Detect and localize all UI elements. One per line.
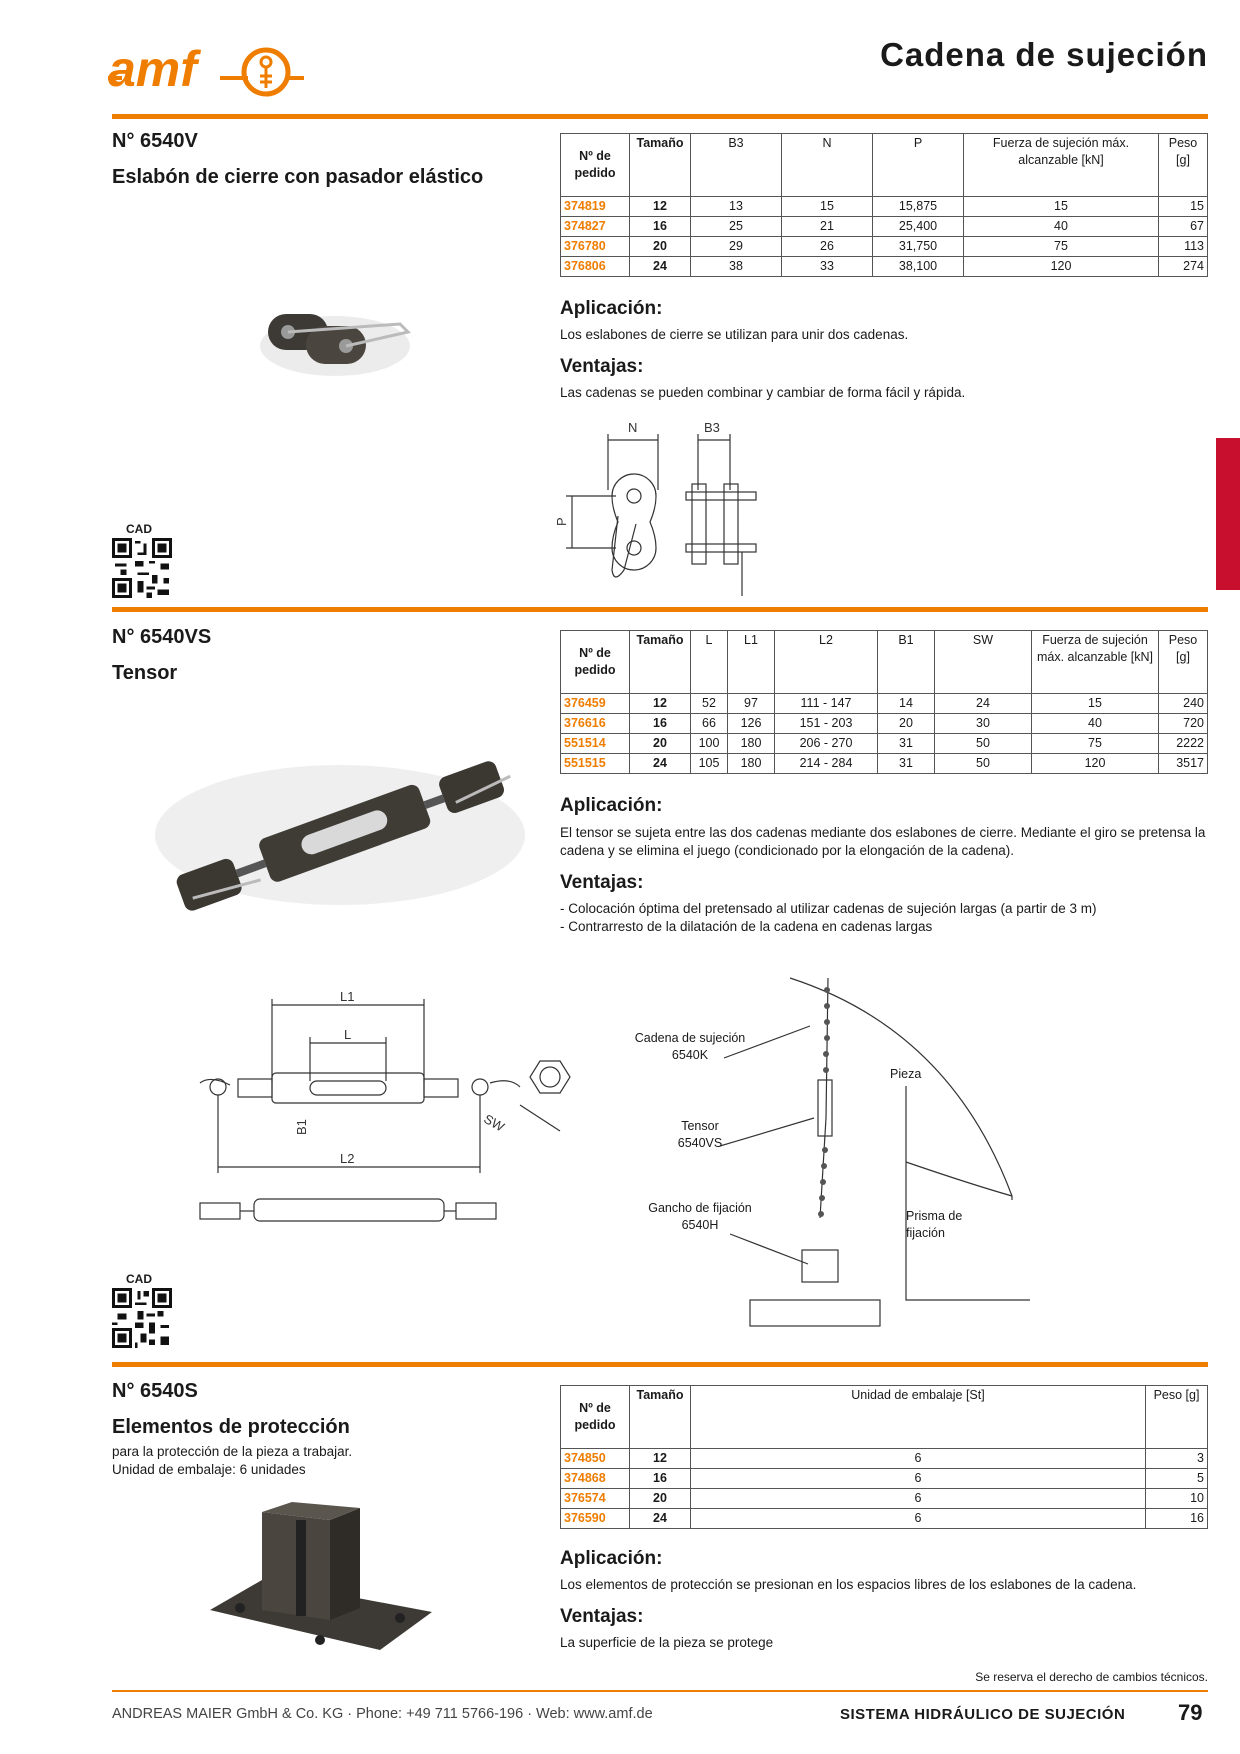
product-number: N° 6540S <box>112 1380 198 1402</box>
cell: 720 <box>1159 714 1208 734</box>
product-description: para la protección de la pieza a trabajar. <box>112 1444 353 1459</box>
cell: 38,100 <box>873 257 964 277</box>
order-number: 551515 <box>561 754 630 774</box>
col-header: Peso [g] <box>1159 631 1208 694</box>
col-header: L2 <box>775 631 878 694</box>
technical-drawing-closing-link <box>552 420 782 610</box>
table-row <box>561 734 1208 754</box>
col-header: Tamaño <box>630 134 691 197</box>
cell: 10 <box>1146 1489 1208 1509</box>
order-number: 551514 <box>561 734 630 754</box>
order-number: 376574 <box>561 1489 630 1509</box>
cell: 120 <box>1032 754 1159 774</box>
ventajas-text: La superficie de la pieza se protege <box>560 1635 774 1650</box>
ventajas-heading: Ventajas: <box>560 1606 644 1627</box>
col-header: Fuerza de sujeción máx. alcanzable [kN] <box>964 134 1159 197</box>
cell: 50 <box>935 734 1032 754</box>
col-header: Unidad de embalaje [St] <box>691 1386 1146 1449</box>
cell: 12 <box>630 694 691 714</box>
cell: 151 - 203 <box>775 714 878 734</box>
col-header: N <box>782 134 873 197</box>
col-header: Nº de pedido <box>561 1386 630 1449</box>
cell: 15 <box>1159 197 1208 217</box>
ventajas-heading: Ventajas: <box>560 356 644 377</box>
cell: 180 <box>728 754 775 774</box>
cell: 6 <box>691 1449 1146 1469</box>
dim-sw: SW <box>481 1111 507 1135</box>
product-name: Elementos de protección <box>112 1416 350 1438</box>
table-row <box>561 257 1208 277</box>
cell: 66 <box>691 714 728 734</box>
ventajas-item: - Colocación óptima del pretensado al utilizar cadenas de sujeción largas (a partir de 3 m) <box>560 901 1097 916</box>
cell: 111 - 147 <box>775 694 878 714</box>
ventajas-heading: Ventajas: <box>560 872 644 893</box>
cell: 5 <box>1146 1469 1208 1489</box>
cell: 14 <box>878 694 935 714</box>
dim-l: L <box>344 1027 352 1042</box>
label-prisma: Prisma de fijación <box>906 1209 963 1240</box>
table-row <box>561 754 1208 774</box>
logo-wordmark: amf <box>108 44 197 97</box>
spec-table-6540V <box>560 133 1208 277</box>
cell: 105 <box>691 754 728 774</box>
cell: 20 <box>630 734 691 754</box>
cad-qr-code[interactable] <box>112 538 172 603</box>
footer-company: ANDREAS MAIER GmbH & Co. KG · Phone: +49 711 5766-196 · Web: www.amf.de <box>112 1706 653 1722</box>
cell: 25 <box>691 217 782 237</box>
product-photo-protection-element <box>200 1500 440 1660</box>
cell: 15 <box>964 197 1159 217</box>
cell: 16 <box>630 217 691 237</box>
section-divider <box>112 1362 1208 1367</box>
ventajas-text: Las cadenas se pueden combinar y cambiar de forma fácil y rápida. <box>560 385 966 400</box>
cell: 21 <box>782 217 873 237</box>
label-cadena: Cadena de sujeción 6540K <box>634 1031 746 1062</box>
cell: 38 <box>691 257 782 277</box>
aplicacion-text: El tensor se sujeta entre las dos cadenas mediante dos eslabones de cierre. Mediante el giro se pretensa la cadena y se elimina el juego (condicionado por la elongación de la cadena). <box>560 825 1206 858</box>
table-row <box>561 714 1208 734</box>
order-number: 376590 <box>561 1509 630 1529</box>
table-row <box>561 197 1208 217</box>
col-header: SW <box>935 631 1032 694</box>
cell: 52 <box>691 694 728 714</box>
dim-l2: L2 <box>340 1151 355 1166</box>
section-divider <box>112 607 1208 612</box>
order-number: 374827 <box>561 217 630 237</box>
footer-rule <box>112 1690 1208 1692</box>
cell: 31,750 <box>873 237 964 257</box>
aplicacion-heading: Aplicación: <box>560 298 663 319</box>
col-header: P <box>873 134 964 197</box>
aplicacion-heading: Aplicación: <box>560 795 663 816</box>
dim-p: P <box>554 517 569 526</box>
col-header: Tamaño <box>630 631 691 694</box>
cell: 274 <box>1159 257 1208 277</box>
cell: 24 <box>630 257 691 277</box>
cell: 100 <box>691 734 728 754</box>
col-header: B3 <box>691 134 782 197</box>
order-number: 376459 <box>561 694 630 714</box>
dim-l1: L1 <box>340 989 355 1004</box>
dim-n: N <box>628 420 638 435</box>
table-row <box>561 694 1208 714</box>
cell: 20 <box>630 1489 691 1509</box>
page-number: 79 <box>1178 1700 1203 1725</box>
cell: 16 <box>630 714 691 734</box>
cell: 240 <box>1159 694 1208 714</box>
col-header: Fuerza de sujeción máx. alcanzable [kN] <box>1032 631 1159 694</box>
aplicacion-heading: Aplicación: <box>560 1548 663 1569</box>
table-row <box>561 1469 1208 1489</box>
section-divider <box>112 114 1208 119</box>
aplicacion-text: Los eslabones de cierre se utilizan para unir dos cadenas. <box>560 327 909 342</box>
cell: 30 <box>935 714 1032 734</box>
cell: 126 <box>728 714 775 734</box>
cell: 26 <box>782 237 873 257</box>
col-header: L <box>691 631 728 694</box>
table-row <box>561 217 1208 237</box>
cell: 180 <box>728 734 775 754</box>
product-number: N° 6540VS <box>112 626 212 648</box>
cell: 24 <box>630 1509 691 1529</box>
cell: 25,400 <box>873 217 964 237</box>
page-title: Cadena de sujeción <box>880 36 1208 73</box>
dim-b1: B1 <box>294 1119 309 1135</box>
product-photo-closing-link <box>250 296 420 396</box>
cell: 206 - 270 <box>775 734 878 754</box>
spec-table-6540VS <box>560 630 1208 774</box>
product-number: N° 6540V <box>112 130 198 152</box>
ventajas-item: - Contrarresto de la dilatación de la cadena en cadenas largas <box>560 919 933 934</box>
cell: 12 <box>630 197 691 217</box>
product-name: Tensor <box>112 662 178 684</box>
cell: 16 <box>630 1469 691 1489</box>
cell: 31 <box>878 734 935 754</box>
cell: 24 <box>630 754 691 774</box>
cell: 29 <box>691 237 782 257</box>
cell: 6 <box>691 1469 1146 1489</box>
amf-logo <box>108 44 308 100</box>
cell: 33 <box>782 257 873 277</box>
table-row <box>561 1489 1208 1509</box>
cell: 6 <box>691 1509 1146 1529</box>
cell: 113 <box>1159 237 1208 257</box>
side-tab <box>1216 438 1240 590</box>
col-header: Nº de pedido <box>561 631 630 694</box>
cell: 15 <box>1032 694 1159 714</box>
order-number: 374850 <box>561 1449 630 1469</box>
cell: 75 <box>1032 734 1159 754</box>
aplicacion-text: Los elementos de protección se presionan en los espacios libres de los eslabones de la cadena. <box>560 1577 1137 1592</box>
spec-table-6540S <box>560 1385 1208 1529</box>
cell: 3517 <box>1159 754 1208 774</box>
order-number: 376616 <box>561 714 630 734</box>
cell: 13 <box>691 197 782 217</box>
cell: 20 <box>630 237 691 257</box>
cell: 20 <box>878 714 935 734</box>
col-header: Peso [g] <box>1146 1386 1208 1449</box>
cell: 15 <box>782 197 873 217</box>
product-description: Unidad de embalaje: 6 unidades <box>112 1462 306 1477</box>
product-photo-tensor <box>150 740 530 920</box>
order-number: 374868 <box>561 1469 630 1489</box>
order-number: 376780 <box>561 237 630 257</box>
cell: 50 <box>935 754 1032 774</box>
cell: 214 - 284 <box>775 754 878 774</box>
footer-note: Se reserva el derecho de cambios técnicos. <box>975 1670 1208 1684</box>
col-header: L1 <box>728 631 775 694</box>
table-row <box>561 237 1208 257</box>
label-pieza: Pieza <box>890 1067 922 1081</box>
order-number: 374819 <box>561 197 630 217</box>
cell: 67 <box>1159 217 1208 237</box>
cell: 16 <box>1146 1509 1208 1529</box>
col-header: Peso [g] <box>1159 134 1208 197</box>
dim-b3: B3 <box>704 420 720 435</box>
col-header: Tamaño <box>630 1386 691 1449</box>
cell: 6 <box>691 1489 1146 1509</box>
col-header: B1 <box>878 631 935 694</box>
cell: 3 <box>1146 1449 1208 1469</box>
table-row <box>561 1449 1208 1469</box>
cell: 97 <box>728 694 775 714</box>
footer-category: SISTEMA HIDRÁULICO DE SUJECIÓN <box>840 1706 1126 1723</box>
technical-drawing-tensor <box>190 985 610 1235</box>
cell: 2222 <box>1159 734 1208 754</box>
label-tensor: Tensor 6540VS <box>677 1119 723 1150</box>
cell: 15,875 <box>873 197 964 217</box>
cad-label: CAD <box>126 1272 152 1286</box>
cell: 24 <box>935 694 1032 714</box>
cell: 120 <box>964 257 1159 277</box>
cad-label: CAD <box>126 522 152 536</box>
cell: 40 <box>1032 714 1159 734</box>
cell: 40 <box>964 217 1159 237</box>
label-gancho: Gancho de fijación 6540H <box>648 1201 752 1232</box>
cell: 75 <box>964 237 1159 257</box>
table-row <box>561 1509 1208 1529</box>
order-number: 376806 <box>561 257 630 277</box>
cell: 12 <box>630 1449 691 1469</box>
col-header: Nº de pedido <box>561 134 630 197</box>
product-name: Eslabón de cierre con pasador elástico <box>112 166 484 188</box>
cell: 31 <box>878 754 935 774</box>
cad-qr-code[interactable] <box>112 1288 172 1353</box>
